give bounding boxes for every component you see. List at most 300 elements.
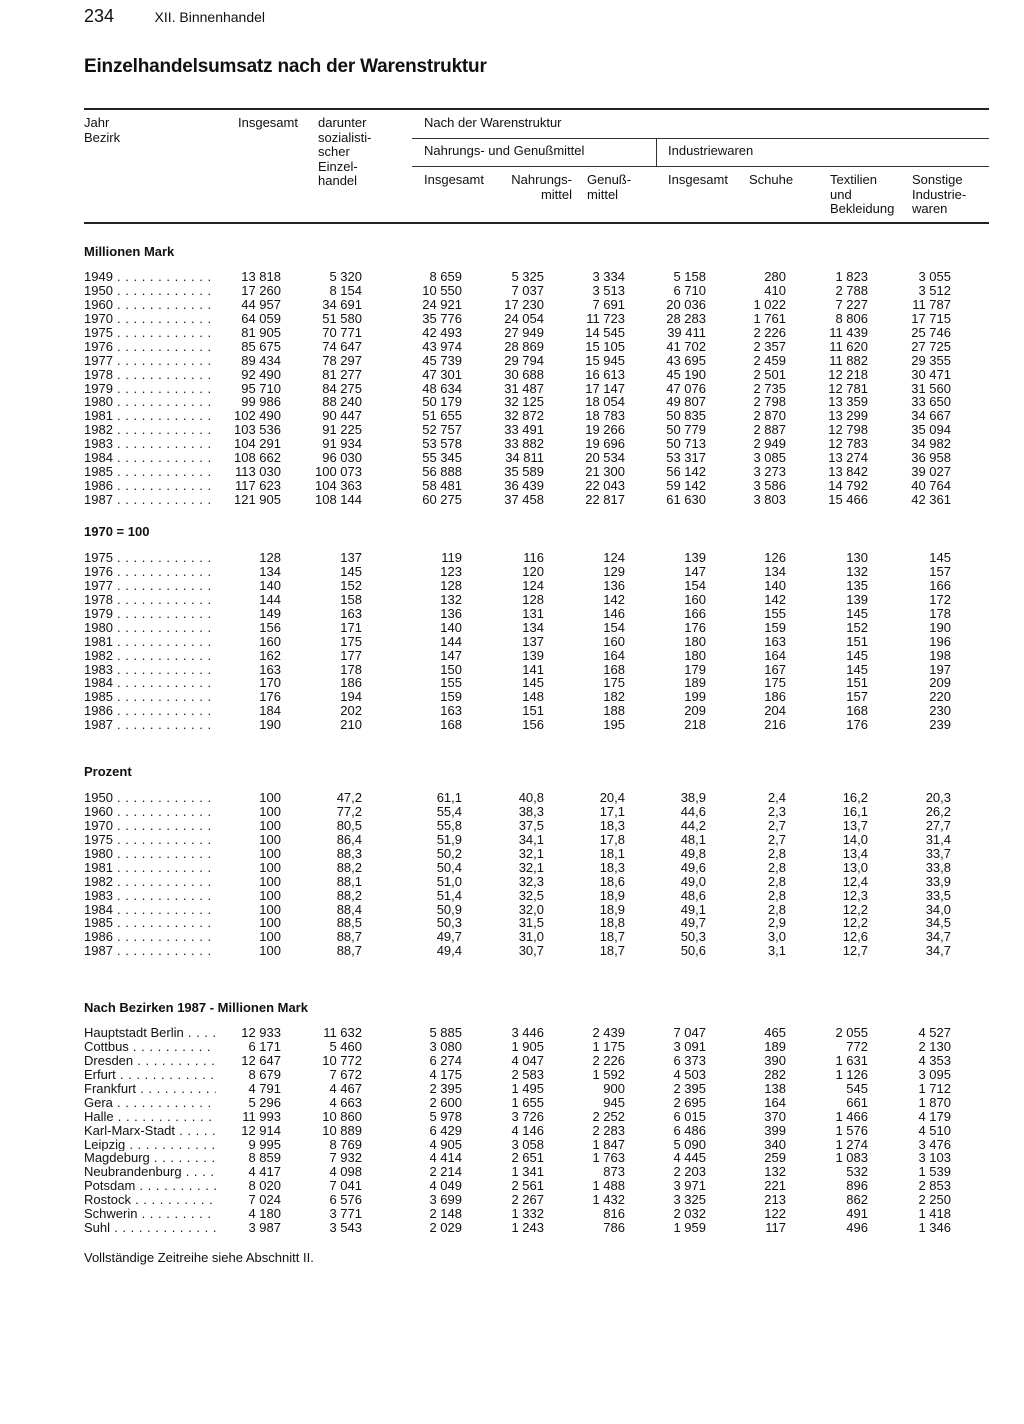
cell-nahrungsmittel: 151 [522, 703, 544, 719]
cell-insgesamt: 92 490 [241, 366, 281, 382]
table-row [0, 607, 1024, 621]
cell-nahrungsmittel: 3 446 [511, 1025, 544, 1040]
cell-schuhe: 175 [764, 675, 786, 691]
cell-industrie-insgesamt: 38,9 [680, 790, 706, 805]
cell-schuhe: 134 [764, 563, 786, 579]
cell-sozialistischer-einzelhandel: 88 240 [322, 394, 362, 410]
cell-schuhe: 126 [764, 550, 786, 565]
cell-nahrungsmittel: 30 688 [504, 366, 544, 382]
cell-sozialistischer-einzelhandel: 91 934 [322, 436, 362, 452]
cell-nahrungsmittel: 27 949 [504, 324, 544, 340]
row-label: 1960 . . . [84, 805, 216, 819]
cell-schuhe: 2 226 [753, 324, 786, 340]
table-row [0, 1054, 1024, 1068]
cell-textilien-bekleidung: 12,2 [842, 901, 868, 917]
cell-insgesamt: 113 030 [234, 464, 281, 480]
cell-industrie-insgesamt: 189 [684, 675, 706, 691]
cell-nahrungsmittel: 4 047 [511, 1052, 544, 1068]
cell-nahrungsmittel: 134 [522, 619, 544, 635]
cell-insgesamt: 100 [259, 915, 281, 931]
cell-schuhe: 2 949 [753, 436, 786, 452]
cell-schuhe: 2 735 [753, 380, 786, 396]
cell-nahrungsmittel: 1 341 [511, 1164, 544, 1180]
cell-textilien-bekleidung: 151 [846, 633, 868, 649]
cell-genussmittel: 18,7 [599, 943, 625, 959]
table-title: Einzelhandelsumsatz nach der Warenstruktur [84, 56, 487, 77]
cell-nahrungsmittel: 2 267 [511, 1192, 544, 1208]
cell-sozialistischer-einzelhandel: 194 [340, 689, 362, 705]
cell-sonstige-industriewaren: 20,3 [925, 790, 951, 805]
cell-sozialistischer-einzelhandel: 210 [340, 717, 362, 733]
header-sub-insgesamt-industrie: Insgesamt [668, 172, 728, 187]
cell-nahrungsmittel: 37 458 [504, 492, 544, 507]
cell-nahrung-insgesamt: 2 600 [429, 1094, 462, 1110]
cell-insgesamt: 160 [259, 633, 281, 649]
cell-industrie-insgesamt: 50 779 [666, 422, 706, 438]
cell-genussmittel: 18,7 [599, 929, 625, 945]
cell-nahrung-insgesamt: 52 757 [422, 422, 462, 438]
table-row [0, 354, 1024, 368]
cell-nahrungsmittel: 3 058 [511, 1136, 544, 1152]
cell-schuhe: 2 887 [753, 422, 786, 438]
cell-textilien-bekleidung: 139 [846, 591, 868, 607]
cell-insgesamt: 7 024 [248, 1192, 281, 1208]
cell-sozialistischer-einzelhandel: 47,2 [336, 790, 362, 805]
cell-industrie-insgesamt: 48,6 [680, 887, 706, 903]
cell-nahrungsmittel: 32,1 [518, 859, 544, 875]
cell-textilien-bekleidung: 11 439 [829, 324, 868, 340]
cell-textilien-bekleidung: 13,4 [842, 845, 868, 861]
header-darunter-line: Einzel- [318, 158, 358, 174]
cell-industrie-insgesamt: 4 445 [673, 1150, 706, 1166]
cell-schuhe: 132 [764, 1164, 786, 1180]
cell-textilien-bekleidung: 12 783 [828, 436, 868, 452]
table-row [0, 395, 1024, 409]
row-label: 1975 . . . [84, 551, 216, 565]
cell-insgesamt: 6 171 [248, 1038, 281, 1054]
cell-insgesamt: 100 [259, 790, 281, 805]
cell-nahrung-insgesamt: 163 [440, 703, 462, 719]
cell-nahrung-insgesamt: 55,8 [436, 817, 462, 833]
table-row [0, 621, 1024, 635]
cell-textilien-bekleidung: 12 781 [828, 380, 868, 396]
cell-genussmittel: 19 266 [585, 422, 625, 438]
cell-genussmittel: 20 534 [585, 450, 625, 466]
cell-genussmittel: 20,4 [599, 790, 625, 805]
cell-nahrung-insgesamt: 5 885 [429, 1025, 462, 1040]
cell-nahrung-insgesamt: 168 [440, 717, 462, 733]
cell-sonstige-industriewaren: 33,8 [925, 859, 951, 875]
cell-sozialistischer-einzelhandel: 177 [340, 647, 362, 663]
cell-textilien-bekleidung: 491 [846, 1206, 868, 1222]
cell-sozialistischer-einzelhandel: 91 225 [322, 422, 362, 438]
cell-nahrungsmittel: 33 491 [504, 422, 544, 438]
header-jahr: Jahr [84, 115, 110, 130]
cell-textilien-bekleidung: 16,1 [842, 803, 868, 819]
cell-schuhe: 2 357 [753, 338, 786, 354]
cell-schuhe: 2,8 [767, 901, 786, 917]
cell-nahrungsmittel: 156 [522, 717, 544, 733]
cell-sozialistischer-einzelhandel: 90 447 [322, 408, 362, 424]
cell-sozialistischer-einzelhandel: 8 769 [329, 1136, 362, 1152]
cell-schuhe: 189 [764, 1038, 786, 1054]
cell-nahrungsmittel: 32,0 [518, 901, 544, 917]
row-label: 1982 . . . [84, 875, 216, 889]
cell-textilien-bekleidung: 132 [846, 563, 868, 579]
cell-industrie-insgesamt: 49,6 [680, 859, 706, 875]
cell-schuhe: 282 [764, 1066, 786, 1082]
cell-sonstige-industriewaren: 11 787 [912, 296, 951, 312]
header-bottom-rule [84, 222, 989, 224]
table-row [0, 1179, 1024, 1193]
cell-industrie-insgesamt: 49 807 [666, 394, 706, 410]
cell-textilien-bekleidung: 145 [846, 647, 868, 663]
cell-schuhe: 2,7 [767, 817, 786, 833]
cell-textilien-bekleidung: 168 [846, 703, 868, 719]
cell-genussmittel: 3 513 [592, 282, 625, 298]
cell-sonstige-industriewaren: 25 746 [911, 324, 951, 340]
cell-industrie-insgesamt: 154 [684, 577, 706, 593]
header-textilien-bekleidung [830, 173, 894, 217]
cell-schuhe: 186 [764, 689, 786, 705]
cell-nahrung-insgesamt: 51 655 [422, 408, 462, 424]
cell-insgesamt: 100 [259, 943, 281, 959]
section-rows-prozent [0, 791, 1024, 958]
cell-schuhe: 2 870 [753, 408, 786, 424]
cell-sonstige-industriewaren: 31,4 [925, 831, 951, 847]
table-row [0, 423, 1024, 437]
cell-genussmittel: 1 847 [592, 1136, 625, 1152]
cell-schuhe: 2,8 [767, 845, 786, 861]
cell-insgesamt: 4 180 [248, 1206, 281, 1222]
cell-schuhe: 2 459 [753, 352, 786, 368]
cell-genussmittel: 1 488 [592, 1178, 625, 1194]
cell-genussmittel: 7 691 [592, 296, 625, 312]
header-insgesamt: Insgesamt [238, 115, 298, 130]
cell-textilien-bekleidung: 2 788 [835, 282, 868, 298]
cell-textilien-bekleidung: 862 [846, 1192, 868, 1208]
row-label: Hauptstadt Berlin . . . [84, 1026, 216, 1040]
cell-industrie-insgesamt: 5 090 [673, 1136, 706, 1152]
cell-insgesamt: 9 995 [248, 1136, 281, 1152]
cell-nahrungsmittel: 145 [522, 675, 544, 691]
cell-sonstige-industriewaren: 197 [929, 661, 951, 677]
table-row [0, 676, 1024, 690]
cell-industrie-insgesamt: 50 835 [666, 408, 706, 424]
header-darunter-sozialistischer [318, 116, 371, 189]
cell-sonstige-industriewaren: 239 [929, 717, 951, 733]
cell-industrie-insgesamt: 48,1 [680, 831, 706, 847]
cell-textilien-bekleidung: 12,3 [842, 887, 868, 903]
cell-sonstige-industriewaren: 230 [929, 703, 951, 719]
cell-nahrung-insgesamt: 4 414 [429, 1150, 462, 1166]
cell-nahrung-insgesamt: 50,9 [436, 901, 462, 917]
cell-schuhe: 159 [764, 619, 786, 635]
cell-sozialistischer-einzelhandel: 6 576 [329, 1192, 362, 1208]
cell-insgesamt: 12 914 [241, 1122, 281, 1138]
cell-genussmittel: 146 [603, 605, 625, 621]
cell-sozialistischer-einzelhandel: 4 467 [329, 1080, 362, 1096]
cell-sonstige-industriewaren: 1 539 [918, 1164, 951, 1180]
row-label: 1986 . . . [84, 930, 216, 944]
cell-insgesamt: 3 987 [248, 1220, 281, 1236]
cell-sozialistischer-einzelhandel: 8 154 [329, 282, 362, 298]
cell-insgesamt: 4 417 [248, 1164, 281, 1180]
table-row [0, 451, 1024, 465]
table-row [0, 493, 1024, 507]
cell-genussmittel: 1 592 [592, 1066, 625, 1082]
cell-insgesamt: 170 [259, 675, 281, 691]
cell-insgesamt: 100 [259, 817, 281, 833]
cell-genussmittel: 14 545 [585, 324, 625, 340]
row-label: 1987 . . . [84, 718, 216, 732]
header-darunter-line: scher [318, 144, 350, 159]
cell-nahrungsmittel: 2 651 [511, 1150, 544, 1166]
header-genussmittel-line: mittel [587, 186, 619, 202]
table-row [0, 690, 1024, 704]
table-row [0, 579, 1024, 593]
cell-sonstige-industriewaren: 17 715 [911, 310, 951, 326]
cell-nahrung-insgesamt: 4 905 [429, 1136, 462, 1152]
cell-schuhe: 3 803 [753, 492, 786, 507]
cell-sozialistischer-einzelhandel: 158 [340, 591, 362, 607]
row-label: Frankfurt . . . [84, 1082, 216, 1096]
header-genussmittel-line: Genuß- [587, 172, 632, 187]
cell-industrie-insgesamt: 180 [684, 633, 706, 649]
table-row [0, 847, 1024, 861]
cell-sozialistischer-einzelhandel: 3 771 [329, 1206, 362, 1222]
table-row [0, 270, 1024, 284]
cell-nahrungsmittel: 7 037 [511, 282, 544, 298]
header-genussmittel [587, 173, 631, 202]
header-top-rule [84, 108, 989, 110]
row-label: 1977 . . . [84, 354, 216, 368]
cell-insgesamt: 100 [259, 845, 281, 861]
cell-insgesamt: 128 [259, 550, 281, 565]
cell-sozialistischer-einzelhandel: 84 275 [322, 380, 362, 396]
table-row [0, 930, 1024, 944]
cell-insgesamt: 99 986 [241, 394, 281, 410]
table-row [0, 479, 1024, 493]
cell-nahrungsmittel: 116 [523, 550, 544, 565]
cell-sonstige-industriewaren: 27,7 [925, 817, 951, 833]
cell-textilien-bekleidung: 13 274 [828, 450, 868, 466]
header-sonstige-line: waren [912, 201, 948, 216]
cell-sonstige-industriewaren: 220 [929, 689, 951, 705]
cell-genussmittel: 18,6 [599, 873, 625, 889]
cell-nahrungsmittel: 120 [522, 563, 544, 579]
cell-sonstige-industriewaren: 35 094 [911, 422, 951, 438]
cell-textilien-bekleidung: 7 227 [835, 296, 868, 312]
row-label: 1970 . . . [84, 312, 216, 326]
cell-nahrung-insgesamt: 55,4 [436, 803, 462, 819]
row-label: Dresden . . . [84, 1054, 216, 1068]
section-rows-index-1970 [0, 551, 1024, 732]
cell-nahrung-insgesamt: 61,1 [436, 790, 462, 805]
table-row [0, 1096, 1024, 1110]
cell-nahrung-insgesamt: 51,4 [436, 887, 462, 903]
cell-nahrungsmittel: 141 [522, 661, 544, 677]
cell-nahrung-insgesamt: 50 179 [422, 394, 462, 410]
table-row [0, 1124, 1024, 1138]
table-row [0, 593, 1024, 607]
cell-nahrungsmittel: 32,3 [518, 873, 544, 889]
cell-genussmittel: 182 [603, 689, 625, 705]
cell-genussmittel: 188 [603, 703, 625, 719]
cell-industrie-insgesamt: 49,7 [680, 915, 706, 931]
header-darunter-line: sozialisti- [318, 129, 372, 145]
cell-textilien-bekleidung: 11 620 [829, 338, 868, 354]
cell-sonstige-industriewaren: 33 650 [911, 394, 951, 410]
cell-nahrungsmittel: 1 655 [511, 1094, 544, 1110]
cell-sozialistischer-einzelhandel: 86,4 [336, 831, 362, 847]
cell-nahrung-insgesamt: 128 [440, 577, 462, 593]
cell-textilien-bekleidung: 14,0 [842, 831, 868, 847]
cell-genussmittel: 124 [603, 550, 625, 565]
cell-sonstige-industriewaren: 34 982 [911, 436, 951, 452]
row-label: 1983 . . . [84, 663, 216, 677]
table-row [0, 819, 1024, 833]
cell-industrie-insgesamt: 3 091 [673, 1038, 706, 1054]
cell-nahrungsmittel: 4 146 [511, 1122, 544, 1138]
cell-sonstige-industriewaren: 34,5 [925, 915, 951, 931]
cell-sozialistischer-einzelhandel: 70 771 [322, 324, 362, 340]
cell-insgesamt: 184 [259, 703, 281, 719]
cell-nahrung-insgesamt: 4 049 [429, 1178, 462, 1194]
cell-sozialistischer-einzelhandel: 88,2 [336, 859, 362, 875]
cell-sonstige-industriewaren: 30 471 [911, 366, 951, 382]
cell-industrie-insgesamt: 2 395 [673, 1080, 706, 1096]
cell-nahrung-insgesamt: 123 [440, 563, 462, 579]
cell-textilien-bekleidung: 13 359 [828, 394, 868, 410]
cell-sozialistischer-einzelhandel: 4 663 [329, 1094, 362, 1110]
cell-nahrung-insgesamt: 56 888 [422, 464, 462, 480]
cell-insgesamt: 103 536 [234, 422, 281, 438]
cell-nahrung-insgesamt: 144 [440, 633, 462, 649]
cell-industrie-insgesamt: 50,3 [680, 929, 706, 945]
cell-industrie-insgesamt: 45 190 [666, 366, 706, 382]
cell-sonstige-industriewaren: 1 346 [918, 1220, 951, 1236]
cell-textilien-bekleidung: 16,2 [842, 790, 868, 805]
cell-industrie-insgesamt: 53 317 [666, 450, 706, 466]
cell-textilien-bekleidung: 1 274 [835, 1136, 868, 1152]
cell-sozialistischer-einzelhandel: 10 860 [322, 1108, 362, 1124]
cell-nahrung-insgesamt: 119 [441, 550, 462, 565]
cell-textilien-bekleidung: 772 [846, 1038, 868, 1054]
cell-industrie-insgesamt: 1 959 [673, 1220, 706, 1236]
cell-industrie-insgesamt: 6 015 [673, 1108, 706, 1124]
cell-industrie-insgesamt: 179 [684, 661, 706, 677]
header-schuhe: Schuhe [749, 172, 794, 187]
cell-industrie-insgesamt: 39 411 [667, 324, 706, 340]
row-label: Leipzig . . . [84, 1138, 216, 1152]
table-row [0, 1110, 1024, 1124]
cell-schuhe: 122 [764, 1206, 786, 1222]
cell-textilien-bekleidung: 1 823 [835, 269, 868, 284]
cell-insgesamt: 64 059 [241, 310, 281, 326]
cell-industrie-insgesamt: 6 486 [673, 1122, 706, 1138]
cell-nahrung-insgesamt: 150 [440, 661, 462, 677]
cell-industrie-insgesamt: 59 142 [666, 478, 706, 494]
cell-schuhe: 167 [764, 661, 786, 677]
cell-genussmittel: 22 817 [585, 492, 625, 507]
cell-textilien-bekleidung: 13,7 [842, 817, 868, 833]
cell-genussmittel: 816 [603, 1206, 625, 1222]
cell-genussmittel: 18,9 [599, 887, 625, 903]
table-row [0, 1221, 1024, 1235]
cell-nahrungsmittel: 3 726 [511, 1108, 544, 1124]
cell-sonstige-industriewaren: 33,9 [925, 873, 951, 889]
cell-schuhe: 138 [764, 1080, 786, 1096]
cell-insgesamt: 89 434 [241, 352, 281, 368]
cell-genussmittel: 3 334 [592, 269, 625, 284]
cell-nahrung-insgesamt: 10 550 [422, 282, 462, 298]
section-title-prozent: Prozent [84, 764, 132, 779]
cell-sozialistischer-einzelhandel: 88,3 [336, 845, 362, 861]
cell-nahrung-insgesamt: 6 274 [429, 1052, 462, 1068]
cell-nahrung-insgesamt: 51,0 [436, 873, 462, 889]
cell-schuhe: 3,1 [767, 943, 786, 959]
cell-industrie-insgesamt: 4 503 [673, 1066, 706, 1082]
cell-genussmittel: 945 [603, 1094, 625, 1110]
row-label: 1970 . . . [84, 819, 216, 833]
cell-textilien-bekleidung: 176 [846, 717, 868, 733]
table-row [0, 1207, 1024, 1221]
cell-insgesamt: 100 [259, 887, 281, 903]
cell-sonstige-industriewaren: 36 958 [911, 450, 951, 466]
cell-nahrung-insgesamt: 49,4 [436, 943, 462, 959]
cell-textilien-bekleidung: 135 [846, 577, 868, 593]
cell-schuhe: 3 273 [753, 464, 786, 480]
cell-nahrungsmittel: 5 325 [511, 269, 544, 284]
cell-nahrung-insgesamt: 45 739 [422, 352, 462, 368]
table-row [0, 437, 1024, 451]
cell-nahrungsmittel: 24 054 [504, 310, 544, 326]
table-row [0, 409, 1024, 423]
row-label: 1980 . . . [84, 395, 216, 409]
cell-sonstige-industriewaren: 34,7 [925, 943, 951, 959]
cell-nahrung-insgesamt: 6 429 [429, 1122, 462, 1138]
cell-schuhe: 2,9 [767, 915, 786, 931]
cell-nahrungsmittel: 1 905 [511, 1038, 544, 1054]
table-row [0, 1026, 1024, 1040]
cell-nahrung-insgesamt: 3 699 [429, 1192, 462, 1208]
cell-schuhe: 155 [764, 605, 786, 621]
table-row [0, 889, 1024, 903]
cell-nahrungsmittel: 37,5 [518, 817, 544, 833]
row-label: 1983 . . . [84, 437, 216, 451]
cell-nahrungsmittel: 2 583 [511, 1066, 544, 1082]
row-label: Karl-Marx-Stadt . . . [84, 1124, 216, 1138]
cell-schuhe: 410 [764, 282, 786, 298]
cell-schuhe: 163 [764, 633, 786, 649]
row-label: 1984 . . . [84, 451, 216, 465]
cell-sonstige-industriewaren: 29 355 [911, 352, 951, 368]
cell-nahrungsmittel: 128 [522, 591, 544, 607]
chapter-title: XII. Binnenhandel [154, 9, 266, 25]
table-row [0, 1068, 1024, 1082]
cell-textilien-bekleidung: 152 [846, 619, 868, 635]
cell-sonstige-industriewaren: 4 353 [918, 1052, 951, 1068]
cell-genussmittel: 1 432 [592, 1192, 625, 1208]
cell-sonstige-industriewaren: 33,5 [925, 887, 951, 903]
cell-genussmittel: 136 [603, 577, 625, 593]
cell-textilien-bekleidung: 151 [846, 675, 868, 691]
cell-genussmittel: 18 783 [585, 408, 625, 424]
cell-genussmittel: 11 723 [586, 310, 625, 326]
cell-sozialistischer-einzelhandel: 80,5 [336, 817, 362, 833]
cell-nahrungsmittel: 148 [522, 689, 544, 705]
